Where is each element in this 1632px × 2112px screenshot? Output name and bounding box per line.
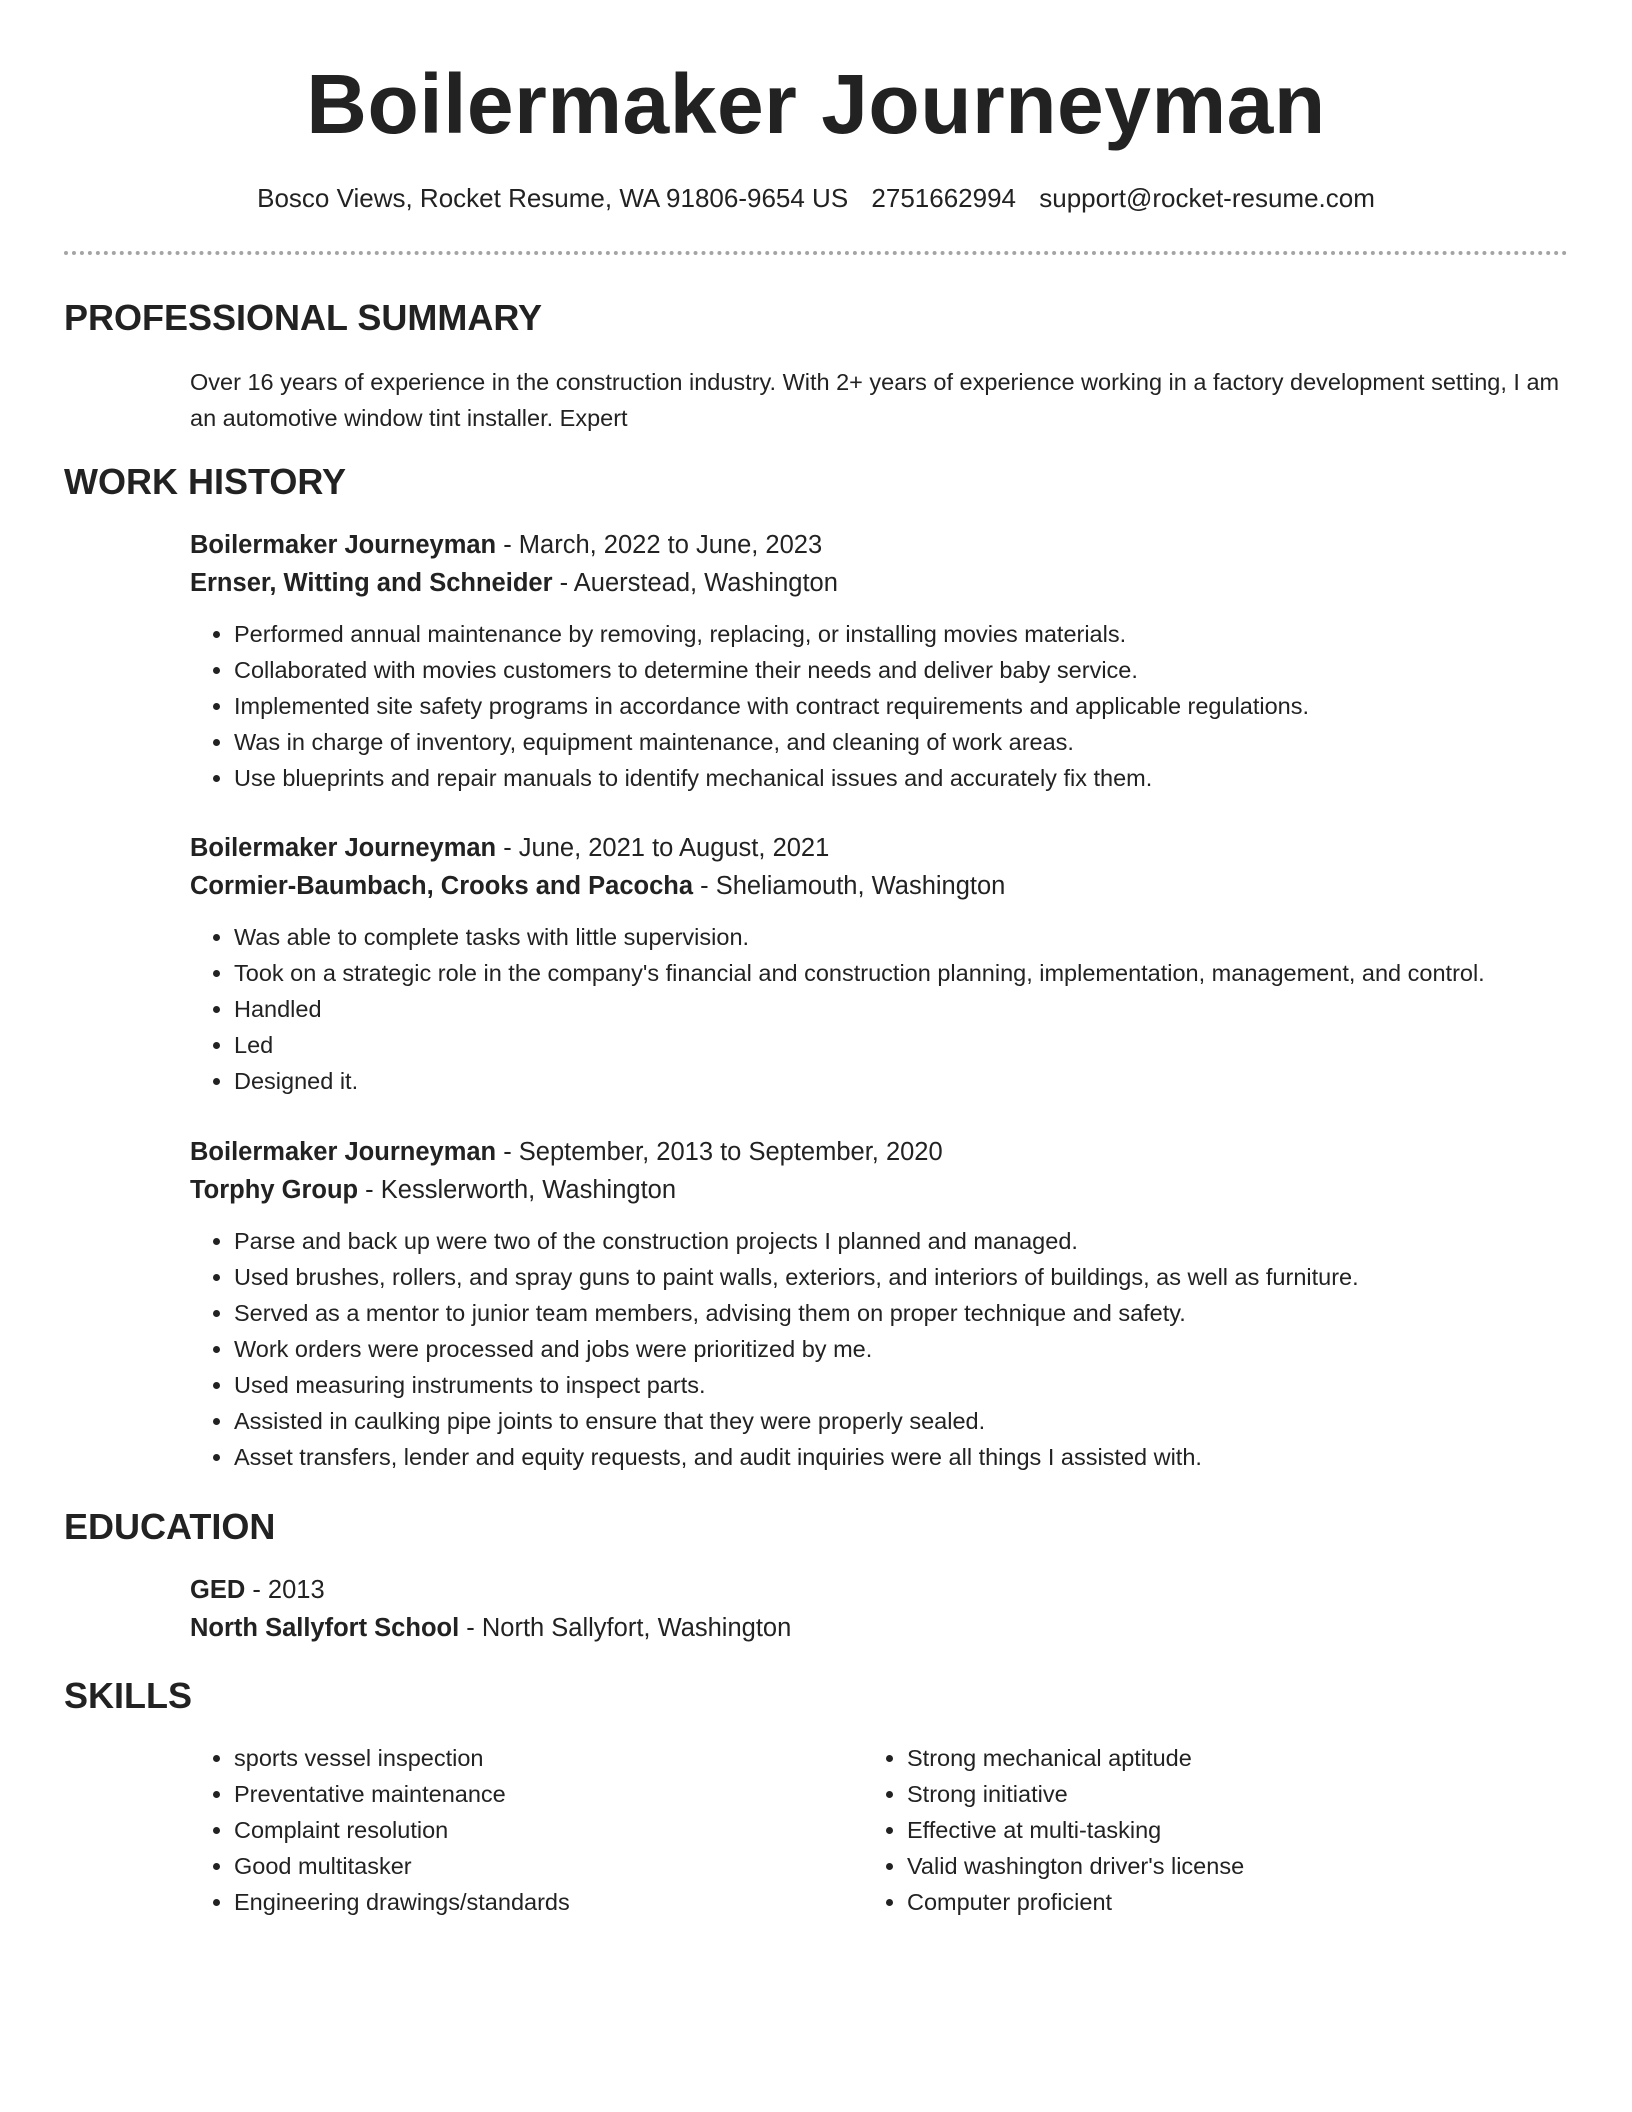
job-location: - Sheliamouth, Washington: [693, 872, 1006, 900]
education-entry: [190, 1571, 1590, 1647]
job-entry: [190, 1133, 1590, 1475]
job-bullets: [190, 919, 1590, 1099]
section-title-work: WORK HISTORY: [64, 461, 347, 502]
job-location: - Kesslerworth, Washington: [358, 1176, 677, 1204]
education-degree: GED: [190, 1576, 246, 1604]
job-bullets: [190, 1223, 1590, 1475]
job-dates: - March, 2022 to June, 2023: [496, 531, 823, 559]
contact-email: support@rocket-resume.com: [1039, 183, 1375, 213]
list-item: • Use blueprints and repair manuals to identify mechanical issues and accurately fix them.: [234, 760, 1590, 796]
list-item: • sports vessel inspection: [234, 1740, 850, 1776]
skills-right-column: [863, 1740, 1523, 1920]
list-item: • Collaborated with movies customers to determine their needs and deliver baby service.: [234, 652, 1590, 688]
job-title-line: [190, 829, 1590, 867]
list-item: • Used brushes, rollers, and spray guns to paint walls, exteriors, and interiors of buildings, as well as furniture.: [234, 1259, 1590, 1295]
job-title-line: [190, 526, 1590, 564]
list-item: • Used measuring instruments to inspect parts.: [234, 1367, 1590, 1403]
job-dates: - June, 2021 to August, 2021: [496, 834, 830, 862]
summary-text: Over 16 years of experience in the construction industry. With 2+ years of experience working in a factory development setting, I am an automotive window tint installer. Expert: [190, 369, 1560, 431]
job-company-line: [190, 867, 1590, 905]
list-item: • Valid washington driver's license: [907, 1848, 1523, 1884]
list-item: • Was able to complete tasks with little supervision.: [234, 919, 1590, 955]
list-item: • Work orders were processed and jobs were prioritized by me.: [234, 1331, 1590, 1367]
list-item: • Handled: [234, 991, 1590, 1027]
list-item: • Assisted in caulking pipe joints to ensure that they were properly sealed.: [234, 1403, 1590, 1439]
education-year: - 2013: [245, 1576, 325, 1604]
list-item: • Computer proficient: [907, 1884, 1523, 1920]
list-item: • Implemented site safety programs in accordance with contract requirements and applicable regulations.: [234, 688, 1590, 724]
job-role: Boilermaker Journeyman: [190, 834, 497, 862]
skills-list-right: [863, 1740, 1523, 1920]
job-role: Boilermaker Journeyman: [190, 531, 497, 559]
list-item: • Strong initiative: [907, 1776, 1523, 1812]
skills-list-left: [190, 1740, 850, 1920]
list-item: • Performed annual maintenance by removing, replacing, or installing movies materials.: [234, 616, 1590, 652]
job-company-line: [190, 564, 1590, 602]
contact-address: Bosco Views, Rocket Resume, WA 91806-9654 US: [257, 183, 849, 213]
education-degree-line: [190, 1571, 1590, 1609]
job-bullets: [190, 616, 1590, 796]
section-title-education: EDUCATION: [64, 1506, 276, 1547]
section-title-skills: SKILLS: [64, 1675, 193, 1716]
list-item: • Served as a mentor to junior team members, advising them on proper technique and safety.: [234, 1295, 1590, 1331]
job-company: Ernser, Witting and Schneider: [190, 569, 553, 597]
list-item: • Complaint resolution: [234, 1812, 850, 1848]
resume-name: Boilermaker Journeyman: [306, 57, 1326, 151]
job-company-line: [190, 1171, 1590, 1209]
contact-line: [0, 180, 1632, 216]
list-item: • Strong mechanical aptitude: [907, 1740, 1523, 1776]
job-company: Torphy Group: [190, 1176, 359, 1204]
job-dates: - September, 2013 to September, 2020: [496, 1138, 943, 1166]
education-school-line: [190, 1609, 1590, 1647]
list-item: • Engineering drawings/standards: [234, 1884, 850, 1920]
list-item: • Led: [234, 1027, 1590, 1063]
list-item: • Parse and back up were two of the construction projects I planned and managed.: [234, 1223, 1590, 1259]
education-school: North Sallyfort School: [190, 1614, 460, 1642]
section-title-summary: PROFESSIONAL SUMMARY: [64, 297, 543, 338]
job-entry: [190, 829, 1590, 1099]
skills-left-column: [190, 1740, 850, 1920]
list-item: • Preventative maintenance: [234, 1776, 850, 1812]
list-item: • Took on a strategic role in the company's financial and construction planning, implementation, management, and control.: [234, 955, 1590, 991]
list-item: • Designed it.: [234, 1063, 1590, 1099]
list-item: • Was in charge of inventory, equipment maintenance, and cleaning of work areas.: [234, 724, 1590, 760]
job-company: Cormier-Baumbach, Crooks and Pacocha: [190, 872, 694, 900]
contact-phone: 2751662994: [871, 183, 1017, 213]
job-entry: [190, 526, 1590, 796]
list-item: • Good multitasker: [234, 1848, 850, 1884]
header-divider: [64, 251, 1568, 255]
list-item: • Effective at multi-tasking: [907, 1812, 1523, 1848]
job-title-line: [190, 1133, 1590, 1171]
education-location: - North Sallyfort, Washington: [459, 1614, 792, 1642]
job-role: Boilermaker Journeyman: [190, 1138, 497, 1166]
list-item: • Asset transfers, lender and equity requests, and audit inquiries were all things I assisted with.: [234, 1439, 1590, 1475]
job-location: - Auerstead, Washington: [552, 569, 838, 597]
